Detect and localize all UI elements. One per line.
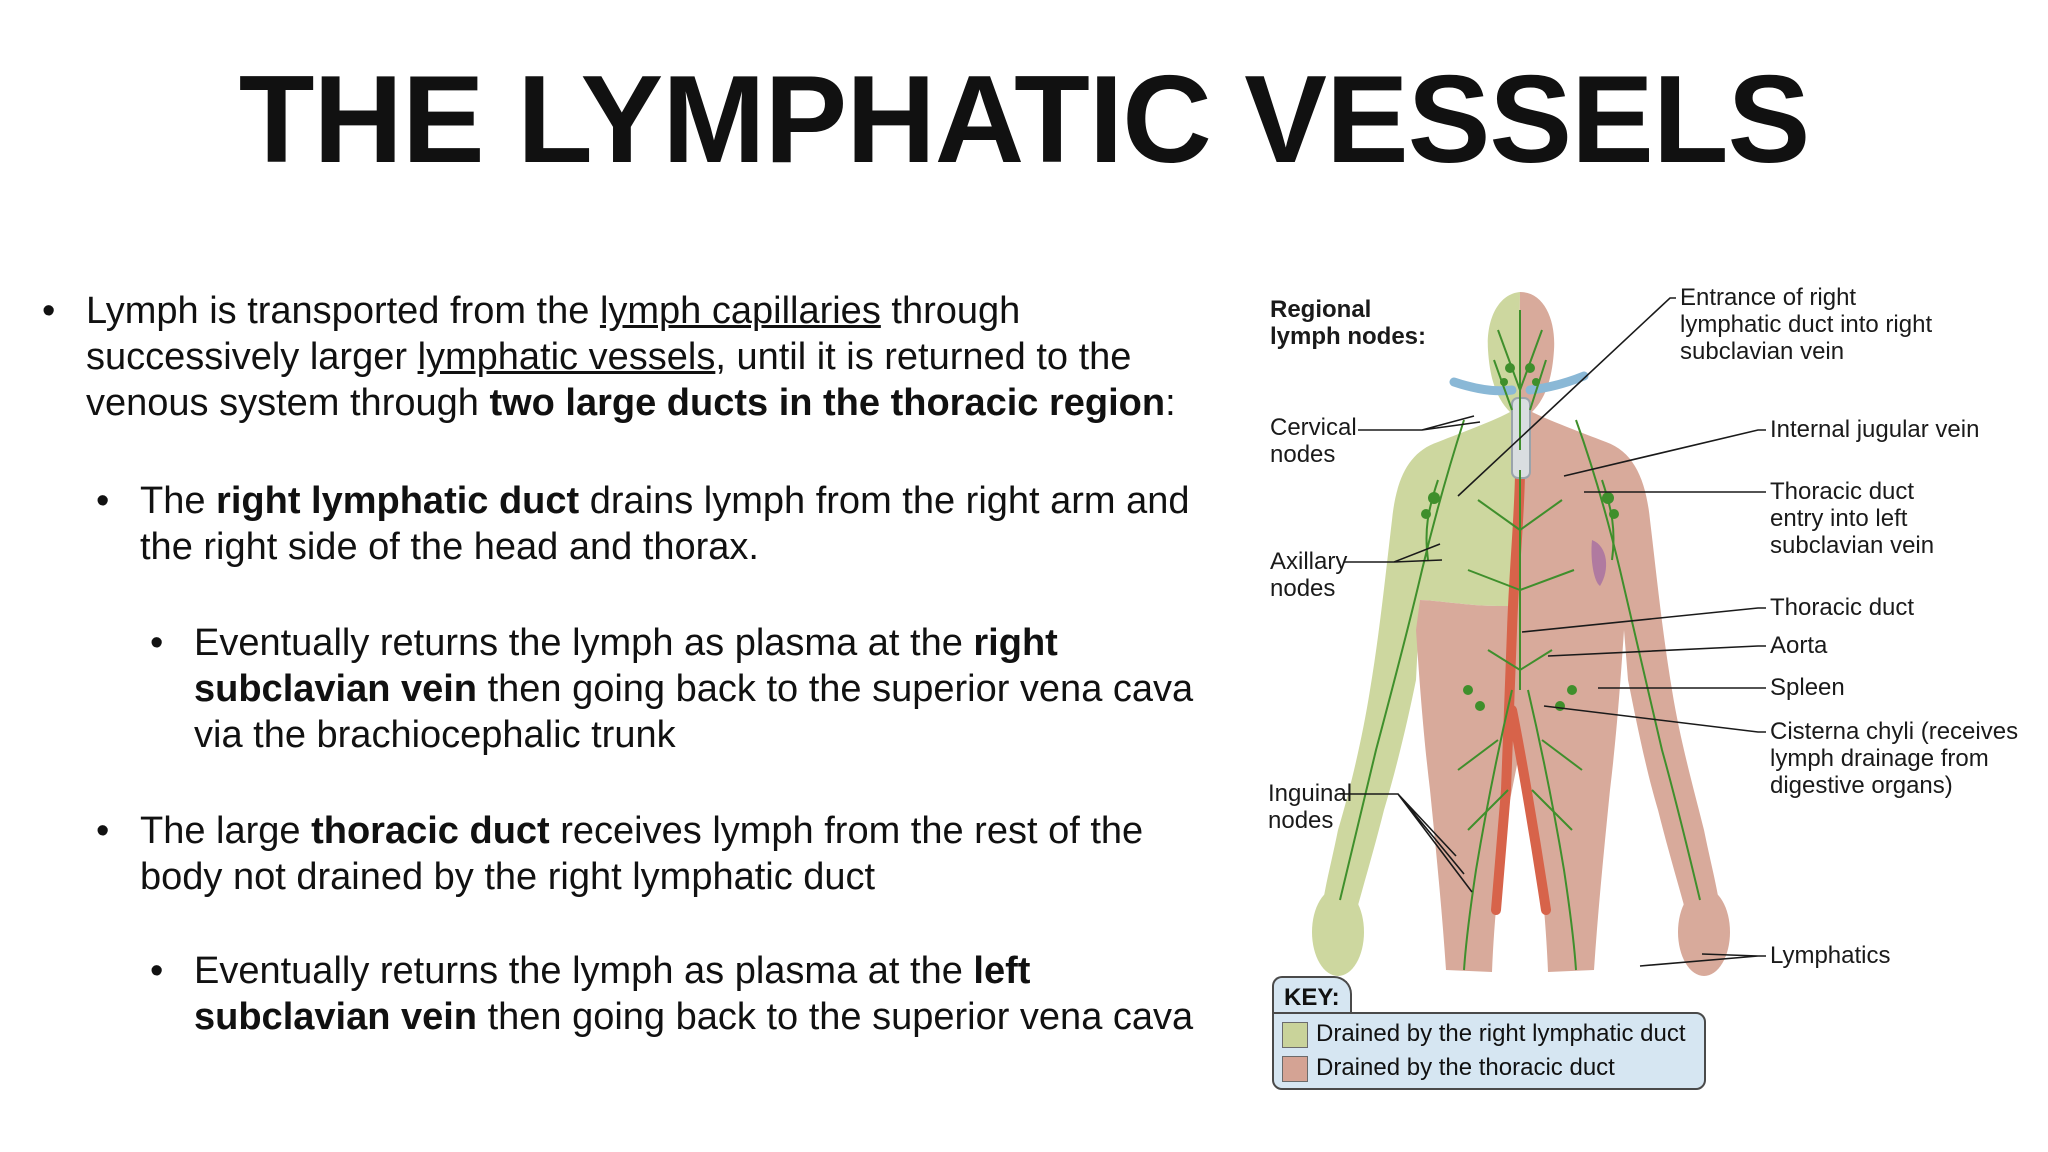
bullet-text: Eventually returns the lymph as plasma at the right subclavian vein then going back to the superior vena cava via the brachiocephalic trunk bbox=[194, 622, 1194, 756]
bullet-marker: • bbox=[150, 622, 164, 664]
regional-nodes-heading: Regional lymph nodes: bbox=[1270, 296, 1427, 350]
color-key bbox=[1272, 976, 1704, 1082]
bullet-marker: • bbox=[96, 480, 110, 522]
inguinal-nodes-label: Inguinal nodes bbox=[1268, 780, 1353, 834]
right-lymphatic-duct-entrance-label: Entrance of right lymphatic duct into right subclavian vein bbox=[1680, 284, 1933, 365]
cervical-nodes-label: Cervical nodes bbox=[1270, 414, 1357, 468]
aorta-label: Aorta bbox=[1770, 632, 1828, 659]
green-swatch bbox=[1282, 1022, 1308, 1048]
bullet-text: Lymph is transported from the lymph capillaries through successively larger lymphatic vessels, until it is returned to the venous system through two large ducts in the thoracic region: bbox=[86, 290, 1176, 424]
bullet-marker: • bbox=[96, 810, 110, 852]
key-title: KEY: bbox=[1272, 976, 1352, 1018]
lymphatic-system-figure bbox=[1258, 270, 2048, 1110]
slide-title: THE LYMPHATIC VESSELS bbox=[238, 51, 1810, 189]
internal-jugular-vein-label: Internal jugular vein bbox=[1770, 416, 1980, 443]
key-box: Drained by the right lymphatic duct Drained by the thoracic duct bbox=[1272, 1012, 1706, 1090]
spleen-label: Spleen bbox=[1770, 674, 1845, 701]
thoracic-duct-label: Thoracic duct bbox=[1770, 594, 1915, 621]
axillary-nodes-label: Axillary nodes bbox=[1270, 548, 1348, 602]
left-hand bbox=[1312, 888, 1364, 976]
lymph-capillaries-term: lymph capillaries bbox=[599, 290, 881, 332]
lymphatics-label: Lymphatics bbox=[1770, 942, 1891, 969]
bullet-marker: • bbox=[42, 290, 56, 332]
bullet-marker: • bbox=[150, 950, 164, 992]
thoracic-duct-entry-label: Thoracic duct entry into left subclavian vein bbox=[1770, 478, 1935, 559]
bullet-text: The right lymphatic duct drains lymph from the right arm and the right side of the head and thorax. bbox=[140, 480, 1190, 568]
bullet-text: Eventually returns the lymph as plasma at the left subclavian vein then going back to the superior vena cava bbox=[194, 950, 1194, 1038]
cisterna-chyli-label: Cisterna chyli (receives lymph drainage from digestive organs) bbox=[1770, 718, 2019, 799]
lymphatic-vessels-term: lymphatic vessels bbox=[417, 336, 716, 378]
bullet-text: The large thoracic duct receives lymph from the rest of the body not drained by the right lymphatic duct bbox=[140, 810, 1144, 898]
pink-swatch bbox=[1282, 1056, 1308, 1082]
